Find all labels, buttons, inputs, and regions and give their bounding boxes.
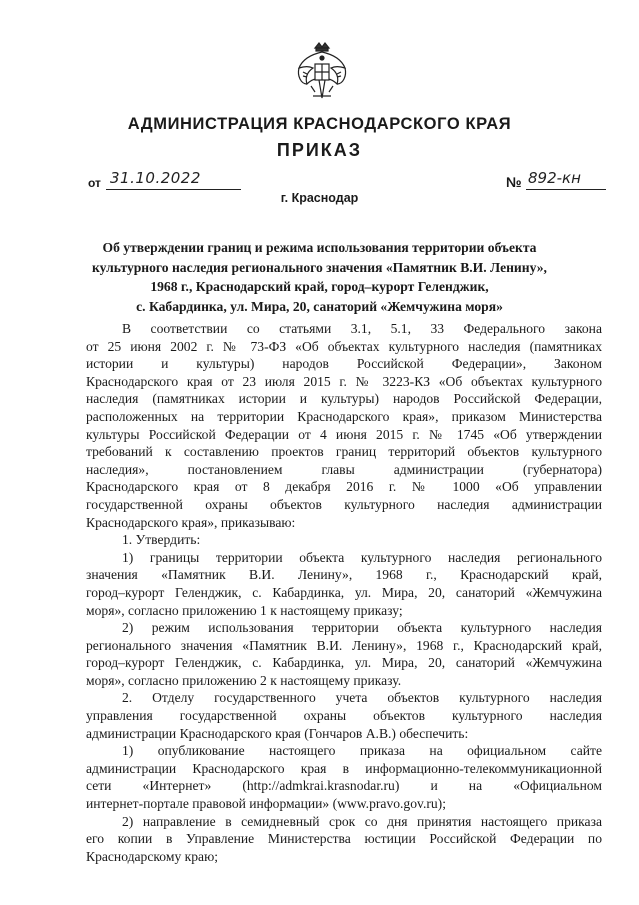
title-line: с. Кабардинка, ул. Мира, 20, санаторий «Жемчужина моря» (136, 298, 503, 314)
body-line: расположенных на территории Краснодарского края», приказом Министерства (86, 408, 602, 424)
title-line: культурного наследия регионального значения «Памятник В.И. Ленину», (92, 259, 547, 275)
body-line: управления государственной охраны объектов культурного наследия (86, 708, 602, 724)
body-line: его копии в Управление Министерства юстиции Российской Федерации по (86, 831, 602, 847)
body-line: Краснодарскому краю; (86, 848, 219, 864)
body-line: государственной охраны объектов культурного наследия администрации (86, 496, 602, 512)
body-line: Краснодарского края», приказываю: (86, 514, 296, 530)
coat-of-arms-emblem (293, 40, 351, 104)
body-line: Краснодарского края от 23 июля 2015 г. № 3223-КЗ «Об объектах культурного (86, 373, 602, 389)
body-line: наследия (памятниках истории и культуры) народов Российской Федерации, (86, 391, 602, 407)
document-type: ПРИКАЗ (276, 140, 363, 160)
body-line: культуры Российской Федерации от 4 июня 2015 г. № 1745 «Об утверждении (86, 426, 602, 442)
document-title (86, 238, 553, 316)
title-line: 1968 г., Краснодарский край, город–курорт Геленджик, (150, 279, 489, 294)
body-line: администрации Краснодарского края (Гончаров А.В.) обеспечить: (86, 725, 469, 741)
document-body (86, 320, 602, 865)
city: г. Краснодар (280, 191, 359, 205)
date-prefix: от (88, 176, 101, 190)
body-line: 1. Утвердить: (122, 532, 201, 548)
body-line: интернет-портале правовой информации» (www.pravo.gov.ru); (86, 796, 446, 812)
title-line: Об утверждении границ и режима использования территории объекта (102, 240, 537, 255)
body-line: Краснодарского края от 8 декабря 2016 г. № 1000 «Об управлении (86, 479, 602, 495)
number-prefix: № (506, 174, 522, 190)
body-line: город–курорт Геленджик, с. Кабардинка, ул. Мира, 20, санаторий «Жемчужина (86, 584, 602, 600)
number-handwritten: 892-кн (528, 169, 581, 187)
body-line: истории и культуры) народов Российской Федерации», Законом (86, 356, 602, 372)
body-line: сети «Интернет» (http://admkrai.krasnodar.ru) и на «Официальном (86, 778, 602, 794)
body-line: значения «Памятник В.И. Ленину», 1968 г., Краснодарский край, (86, 567, 602, 583)
body-line: регионального значения «Памятник В.И. Ленину», 1968 г., Краснодарский край, (86, 637, 602, 653)
body-line: моря», согласно приложению 1 к настоящему приказу; (86, 602, 403, 618)
body-line: 1) опубликование настоящего приказа на официальном сайте (122, 743, 602, 759)
body-line: администрации Краснодарского края в информационно-телекоммуникационной (86, 760, 602, 776)
number-underline (526, 189, 606, 190)
body-line: 2. Отделу государственного учета объектов культурного наследия (122, 690, 602, 706)
body-line: наследия», постановлением главы администрации (губернатора) (86, 461, 602, 477)
issuer-name: АДМИНИСТРАЦИЯ КРАСНОДАРСКОГО КРАЯ (127, 115, 512, 133)
body-line: 2) направление в семидневный срок со дня принятия настоящего приказа (122, 813, 602, 829)
body-line: 1) границы территории объекта культурного наследия регионального (122, 549, 602, 565)
date-handwritten: 31.10.2022 (110, 169, 201, 187)
body-line: от 25 июня 2002 г. № 73-ФЗ «Об объектах культурного наследия (памятниках (86, 338, 602, 354)
date-underline (106, 189, 241, 190)
body-line: город–курорт Геленджик, с. Кабардинка, ул. Мира, 20, санаторий «Жемчужина (86, 655, 602, 671)
body-line: В соответствии со статьями 3.1, 5.1, 33 Федерального закона (122, 321, 602, 336)
body-line: моря», согласно приложению 2 к настоящему приказу. (86, 672, 402, 688)
body-line: 2) режим использования территории объекта культурного наследия (122, 620, 602, 636)
body-line: требований к составлению проектов границ территорий объектов культурного (86, 444, 602, 460)
